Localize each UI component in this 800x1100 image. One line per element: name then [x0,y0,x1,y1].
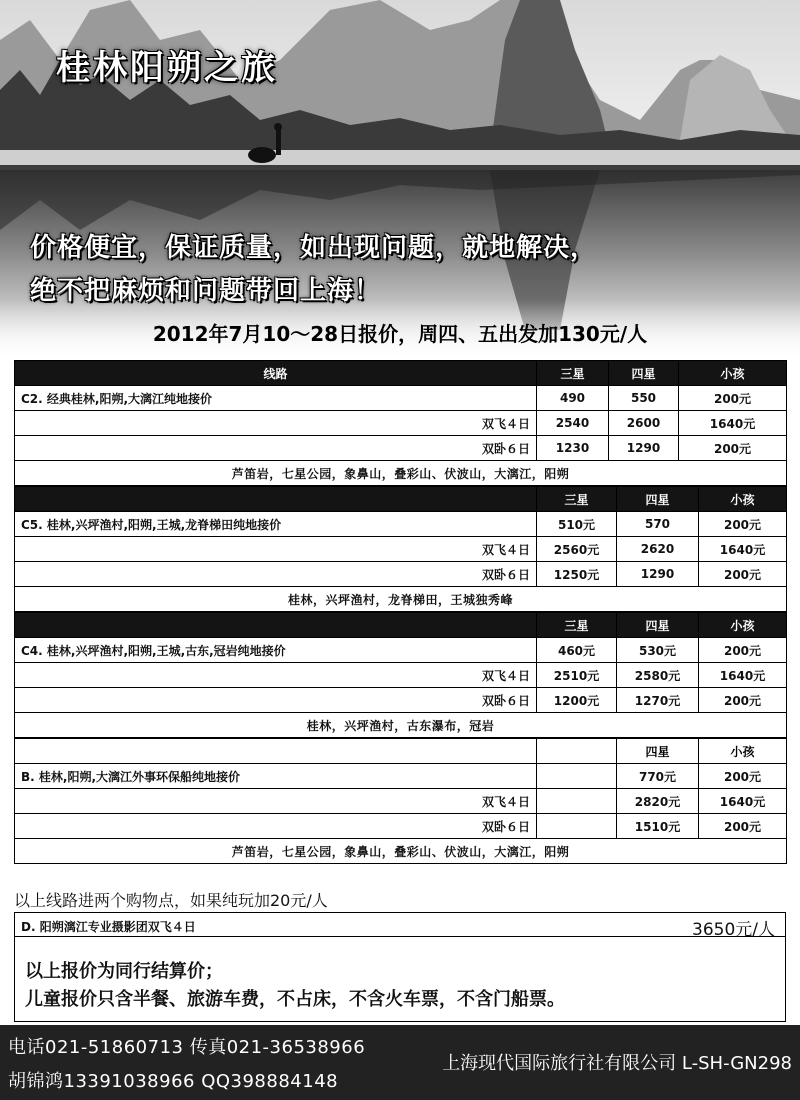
table-row [15,587,787,612]
price-cell: 2540 [537,411,609,436]
sights-list: 桂林，兴坪渔村，古东瀑布，冠岩 [15,713,787,738]
photo-tour-price: 3650元/人 [692,920,775,940]
route-table-c2 [14,360,787,486]
price-cell: 570 [617,512,699,537]
table-row [15,436,787,461]
price-cell: 2560元 [537,537,617,562]
sights-list: 芦笛岩，七星公园，象鼻山，叠彩山、伏波山，大漓江，阳朔 [15,839,787,864]
header-four-star: 四星 [609,361,679,386]
route-name: B. 桂林,阳朔,大漓江外事环保船纯地接价 [15,764,537,789]
price-cell: 200元 [699,638,787,663]
price-cell: 1640元 [699,663,787,688]
hero-banner [0,0,800,360]
header-child: 小孩 [679,361,787,386]
table-row [15,411,787,436]
price-cell: 550 [609,386,679,411]
header-child: 小孩 [699,613,787,638]
table-row [15,713,787,738]
table-row [15,688,787,713]
table-row [15,663,787,688]
price-cell: 200元 [679,436,787,461]
price-cell: 1510元 [617,814,699,839]
header-three-star: 三星 [537,487,617,512]
shopping-note: 以上线路进两个购物点，如果纯玩加20元/人 [14,891,328,910]
header-three-star: 三星 [537,361,609,386]
table-row [15,537,787,562]
price-cell: 200元 [699,688,787,713]
package-label: 双飞４日 [15,663,537,688]
price-cell [537,764,617,789]
price-cell: 200元 [699,814,787,839]
table-header-row [15,739,787,764]
price-cell: 1200元 [537,688,617,713]
price-cell [537,814,617,839]
table-row [15,562,787,587]
price-cell: 1250元 [537,562,617,587]
header-child: 小孩 [699,739,787,764]
header-three-star: 三星 [537,613,617,638]
photo-tour-box [14,912,786,1022]
price-cell: 510元 [537,512,617,537]
route-name: C4. 桂林,兴坪渔村,阳朔,王城,古东,冠岩纯地接价 [15,638,537,663]
sights-list: 桂林，兴坪渔村，龙脊梯田，王城独秀峰 [15,587,787,612]
table-row [15,814,787,839]
terms-line-2: 儿童报价只含半餐、旅游车费，不占床，不含火车票，不含门船票。 [25,989,565,1010]
price-cell: 2600 [609,411,679,436]
price-cell: 2510元 [537,663,617,688]
price-cell: 490 [537,386,609,411]
price-cell: 530元 [617,638,699,663]
slogan-line-1: 价格便宜，保证质量，如出现问题，就地解决， [30,233,598,263]
table-row [15,764,787,789]
table-header-row [15,361,787,386]
route-table-b [14,738,787,864]
footer-contact: 胡锦鸿13391038966 QQ398884148 [8,1071,339,1092]
price-cell: 200元 [679,386,787,411]
price-cell: 1290 [617,562,699,587]
price-cell: 1640元 [679,411,787,436]
header-four-star: 四星 [617,613,699,638]
table-row [15,839,787,864]
route-name: C2. 经典桂林,阳朔,大漓江纯地接价 [15,386,537,411]
package-label: 双卧６日 [15,436,537,461]
package-label: 双卧６日 [15,814,537,839]
table-row [15,789,787,814]
route-table-c4 [14,612,787,738]
price-cell: 2820元 [617,789,699,814]
package-label: 双飞４日 [15,411,537,436]
price-cell: 2580元 [617,663,699,688]
route-table-c5 [14,486,787,612]
price-cell: 200元 [699,512,787,537]
terms-line-1: 以上报价为同行结算价； [25,961,223,982]
package-label: 双卧６日 [15,562,537,587]
price-cell: 770元 [617,764,699,789]
header-four-star: 四星 [617,487,699,512]
price-period-subtitle: 2012年7月10～28日报价，周四、五出发加130元/人 [152,322,648,346]
photo-tour-name: D. 阳朔漓江专业摄影团双飞４日 [21,920,196,934]
price-cell: 1270元 [617,688,699,713]
table-row [15,512,787,537]
package-label: 双飞４日 [15,537,537,562]
photo-tour-row [15,913,785,940]
price-cell: 2620 [617,537,699,562]
package-label: 双卧６日 [15,688,537,713]
slogan-line-2: 绝不把麻烦和问题带回上海！ [30,276,382,306]
table-row [15,386,787,411]
price-board [14,360,786,864]
footer-phone-fax: 电话021-51860713 传真021-36538966 [8,1037,366,1058]
table-row [15,638,787,663]
price-cell: 1640元 [699,537,787,562]
footer-company: 上海现代国际旅行社有限公司 L-SH-GN298 [442,1053,792,1074]
price-cell: 1230 [537,436,609,461]
header-route: 线路 [15,361,537,386]
sights-list: 芦笛岩，七星公园，象鼻山，叠彩山、伏波山，大漓江，阳朔 [15,461,787,486]
price-cell [537,789,617,814]
table-header-row [15,613,787,638]
page-title: 桂林阳朔之旅 [56,48,278,88]
table-row [15,461,787,486]
price-cell: 1640元 [699,789,787,814]
package-label: 双飞４日 [15,789,537,814]
price-cell: 1290 [609,436,679,461]
footer [0,1025,800,1100]
price-cell: 460元 [537,638,617,663]
header-four-star: 四星 [617,739,699,764]
route-name: C5. 桂林,兴坪渔村,阳朔,王城,龙脊梯田纯地接价 [15,512,537,537]
header-child: 小孩 [699,487,787,512]
price-cell: 200元 [699,562,787,587]
table-header-row [15,487,787,512]
price-cell: 200元 [699,764,787,789]
